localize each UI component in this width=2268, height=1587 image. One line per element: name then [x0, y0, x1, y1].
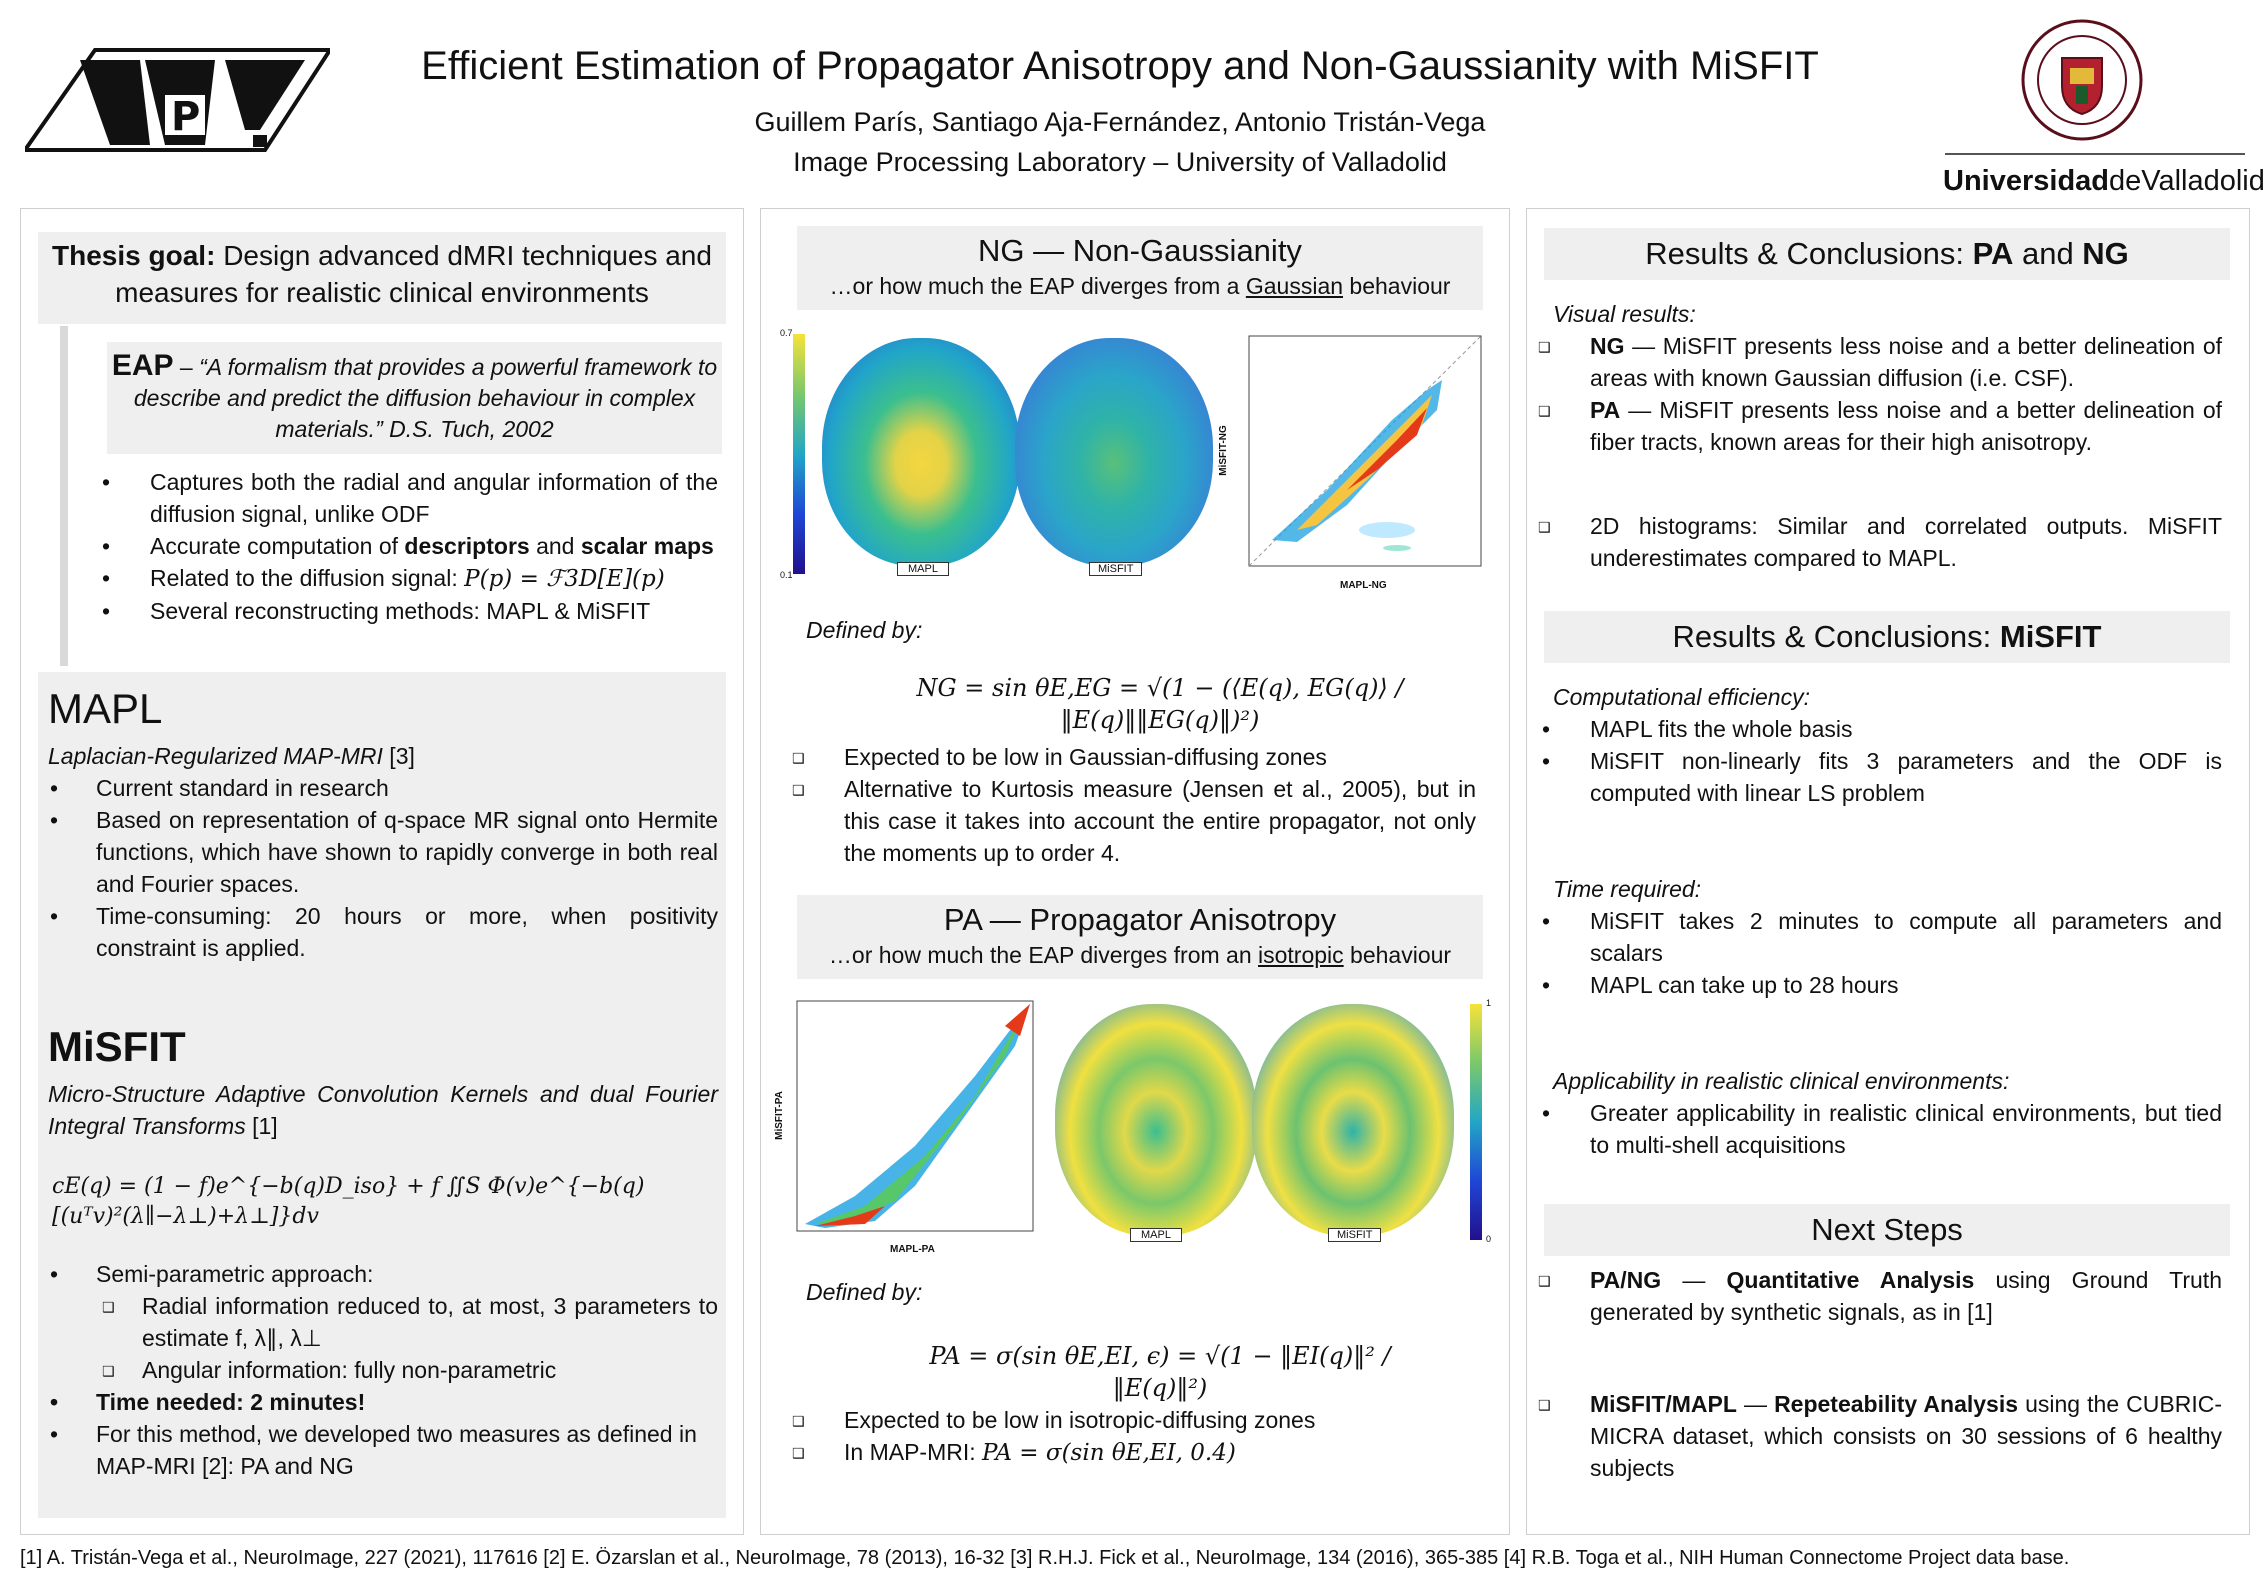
rc2-header: Results & Conclusions: MiSFIT [1544, 611, 2230, 663]
eap-bullets [90, 466, 718, 627]
ng-title: NG — Non-Gaussianity [978, 233, 1302, 268]
ng-brain-misfit [1015, 338, 1213, 566]
poster-title: Efficient Estimation of Propagator Anisotropy and Non-Gaussianity with MiSFIT [421, 44, 1819, 88]
list-item: ❑ PA/NG — Quantitative Analysis using Ground Truth generated by synthetic signals, as in [1] [1530, 1264, 2222, 1328]
time-required-list [1530, 905, 2222, 1001]
list-item: • MiSFIT takes 2 minutes to compute all parameters and scalars [1530, 905, 2222, 969]
pa-colorbar-top: 1 [1486, 998, 1492, 1008]
list-item: ❑ Expected to be low in Gaussian-diffusing zones [784, 741, 1476, 773]
applicability-label: Applicability in realistic clinical environments: [1553, 1068, 2010, 1094]
list-item: • Based on representation of q-space MR signal onto Hermite functions, which have shown to rapidly converge in both real and Fourier spaces. [38, 804, 718, 900]
thesis-goal-box: Thesis goal: Design advanced dMRI techniques and measures for realistic clinical environments [38, 232, 726, 324]
list-item: ❑ In MAP-MRI: PA = σ(sin θE,EI, 0.4) [784, 1436, 1476, 1469]
university-seal [2020, 18, 2144, 142]
pa-header-box [797, 895, 1483, 979]
list-item: ❑ MiSFIT/MAPL — Repeteability Analysis using the CUBRIC-MICRA dataset, which consists on 30 sessions of 6 healthy subjects [1530, 1388, 2222, 1484]
ng-colorbar-bottom: 0.1 [780, 570, 793, 580]
references-footer: [1] A. Tristán-Vega et al., NeuroImage, 227 (2021), 117616 [2] E. Özarslan et al., NeuroImage, 78 (2013), 16-32 [3] R.H.J. Fick et al., NeuroImage, 134 (2016), 365-385 [4] R.B. Toga et al., NIH Human Connectome Project data base. [20, 1547, 2070, 1569]
misfit-bullets [38, 1258, 718, 1482]
list-item: • Time-consuming: 20 hours or more, when positivity constraint is applied. [38, 900, 718, 964]
affiliation: Image Processing Laboratory – University of Valladolid [793, 147, 1447, 177]
ng-ylabel: MiSFIT-NG [1217, 425, 1229, 476]
list-item: • Semi-parametric approach: [38, 1258, 718, 1290]
list-item: ❑ 2D histograms: Similar and correlated outputs. MiSFIT underestimates compared to MAPL. [1530, 510, 2222, 574]
list-item: • Several reconstructing methods: MAPL & MiSFIT [90, 595, 718, 627]
eap-accent-bar [60, 326, 68, 666]
list-item: • MiSFIT non-linearly fits 3 parameters and the ODF is computed with linear LS problem [1530, 745, 2222, 809]
ng-defined-label: Defined by: [806, 617, 923, 643]
pa-bullets [784, 1404, 1476, 1469]
uni-divider [1945, 153, 2245, 155]
rc1-header: Results & Conclusions: PA and NG [1544, 228, 2230, 280]
list-item: ❑ Radial information reduced to, at most, 3 parameters to estimate f, λ∥, λ⊥ [38, 1290, 718, 1354]
university-wordmark: UniversidaddeValladolid [1943, 165, 2265, 197]
lpi-logo [25, 40, 330, 160]
pa-defined-label: Defined by: [806, 1279, 923, 1305]
next-steps-list [1530, 1264, 2222, 1484]
ng-colorbar [793, 334, 805, 574]
pa-brain-mapl [1055, 1004, 1257, 1236]
mapl-subtitle: Laplacian-Regularized MAP-MRI [3] [48, 743, 415, 769]
list-item: ❑ Alternative to Kurtosis measure (Jensen et al., 2005), but in this case it takes into account the entire propagator, not only the moments up to order 4. [784, 773, 1476, 869]
visual-results-list [1530, 330, 2222, 574]
list-item: • MAPL fits the whole basis [1530, 713, 2222, 745]
ng-equation: NG = sin θE,EG = √(1 − (⟨E(q), EG(q)⟩ / ‖E(q)‖‖EG(q)‖)²) [916, 674, 1404, 734]
pa-equation: PA = σ(sin θE,EI, ϵ) = √(1 − ‖EI(q)‖² / ‖E(q)‖²) [929, 1342, 1391, 1402]
next-steps-header: Next Steps [1544, 1204, 2230, 1256]
pa-label-mapl: MAPL [1130, 1228, 1182, 1242]
ng-label-misfit: MiSFIT [1089, 562, 1142, 576]
eap-label: EAP [111, 349, 174, 382]
pa-colorbar [1470, 1004, 1482, 1240]
pa-title: PA — Propagator Anisotropy [943, 902, 1337, 937]
ng-colorbar-top: 0.7 [780, 328, 793, 338]
pa-label-misfit: MiSFIT [1328, 1228, 1381, 1242]
visual-results-label: Visual results: [1553, 301, 1696, 327]
authors: Guillem París, Santiago Aja-Fernández, Antonio Tristán-Vega [754, 107, 1486, 137]
ng-header-box [797, 226, 1483, 310]
time-required-label: Time required: [1553, 876, 1702, 902]
list-item: • Captures both the radial and angular information of the diffusion signal, unlike ODF [90, 466, 718, 530]
list-item: • For this method, we developed two measures as defined in MAP-MRI [2]: PA and NG [38, 1418, 718, 1482]
pa-colorbar-bottom: 0 [1486, 1234, 1492, 1244]
list-item: ❑ NG — MiSFIT presents less noise and a better delineation of areas with known Gaussian diffusion (i.e. CSF). [1530, 330, 2222, 394]
ng-xlabel: MAPL-NG [1340, 580, 1387, 591]
mapl-bullets [38, 772, 718, 964]
ng-subtitle: …or how much the EAP diverges from a Gaussian behaviour [829, 273, 1451, 299]
list-item: • Related to the diffusion signal: P(p) = ℱ3D[E](p) [90, 562, 718, 595]
misfit-subtitle: Micro-Structure Adaptive Convolution Kernels and dual Fourier Integral Transforms [1] [48, 1081, 718, 1139]
list-item: • Time needed: 2 minutes! [38, 1386, 718, 1418]
pa-ylabel: MiSFIT-PA [773, 1091, 785, 1140]
misfit-title: MiSFIT [48, 1023, 186, 1070]
list-item: • Greater applicability in realistic clinical environments, but tied to multi-shell acquisitions [1530, 1097, 2222, 1161]
list-item: • Current standard in research [38, 772, 718, 804]
ng-bullets [784, 741, 1476, 869]
list-item: ❑ Angular information: fully non-parametric [38, 1354, 718, 1386]
list-item: ❑ PA — MiSFIT presents less noise and a better delineation of fiber tracts, known areas for their high anisotropy. [1530, 394, 2222, 458]
list-item: • Accurate computation of descriptors and scalar maps [90, 530, 718, 562]
svg-text:P: P [171, 94, 201, 140]
applicability-list [1530, 1097, 2222, 1161]
mapl-title: MAPL [48, 685, 163, 732]
eap-quote: “A formalism that provides a powerful framework to describe and predict the diffusion behaviour in complex materials.” D.S. Tuch, 2002 [133, 354, 718, 442]
list-item: • MAPL can take up to 28 hours [1530, 969, 2222, 1001]
ng-label-mapl: MAPL [897, 562, 949, 576]
misfit-equation: cE(q) = (1 − f)e^{−b(q)D_iso} + f ∬S Φ(v)e^{−b(q)[(uᵀv)²(λ∥−λ⊥)+λ⊥]}dv [52, 1174, 645, 1229]
ng-brain-mapl [822, 338, 1020, 566]
eap-box: EAP – “A formalism that provides a powerful framework to describe and predict the diffusion behaviour in complex materials.” D.S. Tuch, 2002 [107, 342, 722, 454]
ng-histogram [1227, 330, 1489, 590]
computational-efficiency-label: Computational efficiency: [1553, 684, 1810, 710]
pa-xlabel: MAPL-PA [890, 1244, 935, 1255]
pa-brain-misfit [1252, 1004, 1454, 1236]
list-item: ❑ Expected to be low in isotropic-diffusing zones [784, 1404, 1476, 1436]
pa-subtitle: …or how much the EAP diverges from an isotropic behaviour [828, 942, 1452, 968]
pa-histogram [775, 996, 1040, 1256]
computational-efficiency-list [1530, 713, 2222, 809]
